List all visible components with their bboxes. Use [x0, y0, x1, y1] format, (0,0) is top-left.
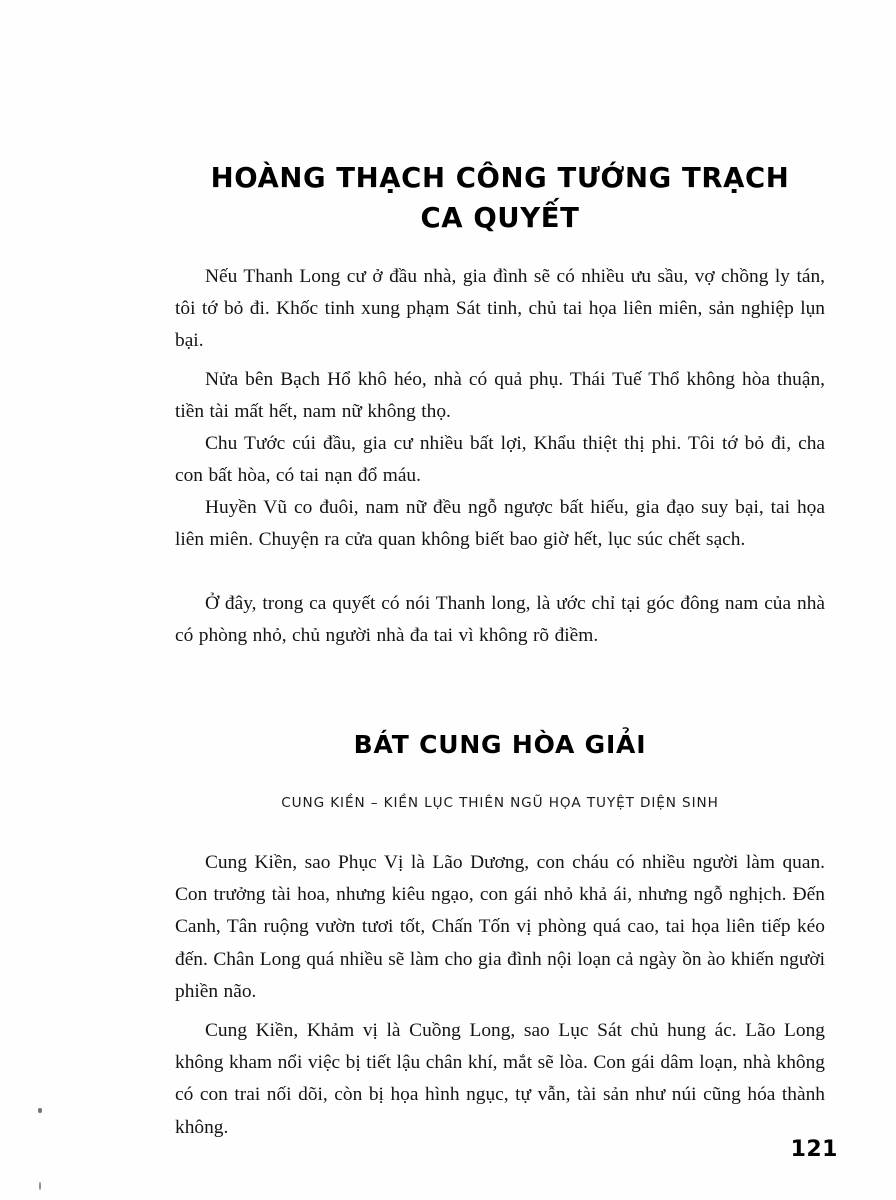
main-title: [175, 158, 825, 238]
paragraph-text: Cung Kiền, sao Phục Vị là Lão Dương, con cháu có nhiều người làm quan. Con trưởng tài hoa, nhưng kiêu ngạo, con gái nhỏ khả ái, nhưng ngỗ nghịch. Đến Canh, Tân ruộng vườn tươi tốt, Chấn Tốn vị phòng quá cao, tai họa liên tiếp kéo đến. Chân Long quá nhiều sẽ làm cho gia đình nội loạn cả ngày ồn ào khiến người phiền não.: [175, 852, 825, 1002]
paragraph-text: Nếu Thanh Long cư ở đầu nhà, gia đình sẽ có nhiều ưu sầu, vợ chồng ly tán, tôi tớ bỏ đi. Khốc tinh xung phạm Sát tinh, chủ tai họa liên miên, sản nghiệp lụn bại.: [175, 266, 825, 352]
paragraph-text: Ở đây, trong ca quyết có nói Thanh long, là ước chỉ tại góc đông nam của nhà có phòng nhỏ, chủ người nhà đa tai vì không rõ điềm.: [175, 593, 825, 647]
paragraph-7: [175, 1015, 825, 1144]
section-title-text: BÁT CUNG HÒA GIẢI: [353, 730, 647, 759]
paragraph-5: [175, 588, 825, 652]
paragraph-text: Huyền Vũ co đuôi, nam nữ đều ngỗ ngược bất hiếu, gia đạo suy bại, tai họa liên miên. Chuyện ra cửa quan không biết bao giờ hết, lục súc chết sạch.: [175, 497, 825, 551]
main-title-heading: [175, 158, 825, 238]
paragraph-1: [175, 261, 825, 358]
scan-artifact-mark: [38, 1108, 42, 1113]
page-number: 121: [790, 1137, 838, 1162]
paragraph-6: [175, 847, 825, 1008]
scan-artifact-mark: [39, 1182, 41, 1190]
paragraph-text: Cung Kiền, Khảm vị là Cuồng Long, sao Lục Sát chủ hung ác. Lão Long không kham nổi việc bị tiết lậu chân khí, mắt sẽ lòa. Con gái dâm loạn, nhà không có con trai nối dõi, còn bị họa hình ngục, tự vẫn, tài sản như núi cũng hóa thành không.: [175, 1020, 825, 1138]
paragraph-2: [175, 364, 825, 428]
paragraph-text: Nửa bên Bạch Hổ khô héo, nhà có quả phụ. Thái Tuế Thổ không hòa thuận, tiền tài mất hết, nam nữ không thọ.: [175, 369, 825, 423]
section-heading: [175, 730, 825, 759]
paragraph-3: [175, 428, 825, 492]
section-subheading: [175, 795, 825, 811]
main-title-line-2: CA QUYẾT: [420, 202, 580, 234]
paragraph-4: [175, 492, 825, 556]
paragraph-text: Chu Tước cúi đầu, gia cư nhiều bất lợi, Khẩu thiệt thị phi. Tôi tớ bỏ đi, cha con bất hòa, có tai nạn đổ máu.: [175, 433, 825, 487]
section-subtitle-text: CUNG KIỀN – KIỀN LỤC THIÊN NGŨ HỌA TUYỆT DIỆN SINH: [281, 795, 719, 811]
main-title-line-1: HOÀNG THẠCH CÔNG TƯỚNG TRẠCH: [210, 162, 790, 194]
